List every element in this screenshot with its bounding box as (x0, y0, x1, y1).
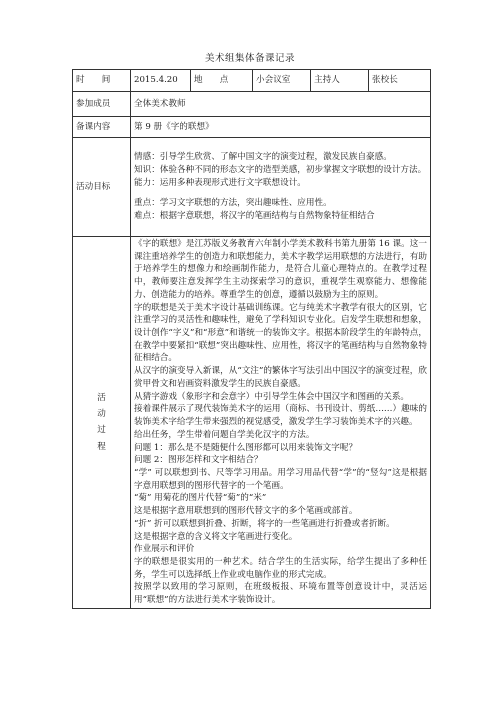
content-label: 备课内容 (73, 117, 131, 138)
homework-heading: 作业展示和评价 (134, 544, 195, 555)
example-ju: “菊” 用菊花的图片代替“菊”的“米” (134, 493, 267, 504)
host-label: 主持人 (311, 70, 369, 92)
participants-label: 参加成员 (73, 92, 131, 117)
goal-ability: 能力：运用多种表现形式进行文字联想设计。 (134, 177, 306, 188)
goals-row (73, 138, 431, 237)
example-zhe-note: 这是根据字意的含义将文字笔画进行变化。 (134, 531, 298, 542)
process-paragraph: 《字的联想》是江苏版义务教育六年制小学美术教科书第九册第 16 课。这一课注重培养学生的创造力和联想能力，美术字教学运用联想的方法进行，有助于培养学生的想像力和绘画制作能力，是符合儿童心理特点的。在教学过程中，教师要注意发挥学生主动探索学习的意识，重视学生观察能力、想像能力、创造能力的培养。尊重学生的创意，遵循以鼓励为主的原则。 (134, 239, 427, 300)
goals-content (131, 138, 431, 237)
time-label: 时 间 (73, 70, 131, 92)
example-xue: “学” 可以联想到书、尺等学习用品。用学习用品代替“学”的“竖勾”这是根据字意用联想到的图形代替字的一个笔画。 (134, 467, 427, 491)
process-paragraph: 按照学以致用的学习原则，在班级板报、环境布置等创意设计中，灵活运用“联想”的方法进行美术字装饰设计。 (134, 582, 427, 606)
host-value: 张校长 (369, 70, 431, 92)
process-label-char: 程 (97, 441, 106, 452)
place-value: 小会议室 (253, 70, 311, 92)
lesson-record-table (72, 69, 431, 609)
goal-difficulty: 难点：根据字意联想，将汉字的笔画结构与自然物象特征相结合 (134, 211, 375, 222)
content-value: 第 9 册《字的联想》 (131, 117, 431, 138)
question-1: 问题 1：那么是不是随便什么图形都可以用来装饰文字呢？ (134, 442, 358, 453)
example-ju-note: 这是根据字意用联想到的图形代替文字的多个笔画或部首。 (134, 506, 358, 517)
process-label-char: 活 (97, 392, 106, 403)
content-row (73, 117, 431, 138)
process-label-char: 过 (97, 425, 106, 436)
question-2: 问题 2：图形怎样和文字相结合？ (134, 455, 263, 466)
process-paragraph: 从汉字的演变导入新课，从“文注”的繁体字写法引出中国汉字的演变过程，欣赏甲骨文和岩画资料激发学生的民族自豪感。 (134, 366, 427, 389)
process-label (73, 237, 131, 609)
goal-knowledge: 知识：体验各种不同的形态文字的造型美感，初步掌握文字联想的设计方法。 (134, 164, 427, 175)
example-zhe: “折” 折可以联想到折叠、折断，将字的一些笔画进行折叠或者折断。 (134, 518, 395, 529)
process-paragraph: 接着课件展示了现代装饰美术字的运用（商标、书刊设计、剪纸……）趣味的装饰美术字给学生带来强烈的视觉感受，激发学生学习装饰美术字的兴趣。 (134, 404, 427, 428)
process-content (131, 237, 431, 609)
date-value: 2015.4.20 (131, 70, 191, 92)
process-paragraph: 字的联想是很实用的一种艺术。结合学生的生活实际，给学生提出了多种任务，学生可以选择纸上作业或电脑作业的形式完成。 (134, 556, 427, 580)
goal-spacer (134, 189, 427, 197)
process-paragraph: 给出任务，学生带着问题自学美化汉字的方法。 (134, 429, 315, 440)
participants-row (73, 92, 431, 117)
goals-label: 活动目标 (73, 138, 131, 237)
process-paragraph: 字的联想是关于美术字设计基础训练课。它与纯美术字教学有很大的区别，它注重学习的灵活性和趣味性，避免了学科知识专业化。启发学生联想和想象，设计创作“字义”和“形意”和谐统一的装饰文字。根据本阶段学生的年龄特点，在教学中要紧扣“联想”突出趣味性、应用性，将汉字的笔画结构与自然物象特征相结合。 (134, 302, 427, 364)
page-title: 美术组集体备课记录 (204, 53, 295, 64)
place-label: 地 点 (191, 70, 253, 92)
participants-value: 全体美术教师 (131, 92, 431, 117)
process-paragraph: 从猜字游戏（象形字和会意字）中引导学生体会中国汉字和图画的关系。 (134, 391, 410, 402)
goal-emotion: 情感：引导学生欣赏、了解中国文字的演变过程，激发民族自豪感。 (134, 152, 392, 163)
goal-key-point: 重点：学习文字联想的方法，突出趣味性、应用性。 (134, 198, 332, 209)
process-row (73, 237, 431, 609)
header-row (73, 70, 431, 92)
process-label-char: 动 (97, 409, 106, 420)
